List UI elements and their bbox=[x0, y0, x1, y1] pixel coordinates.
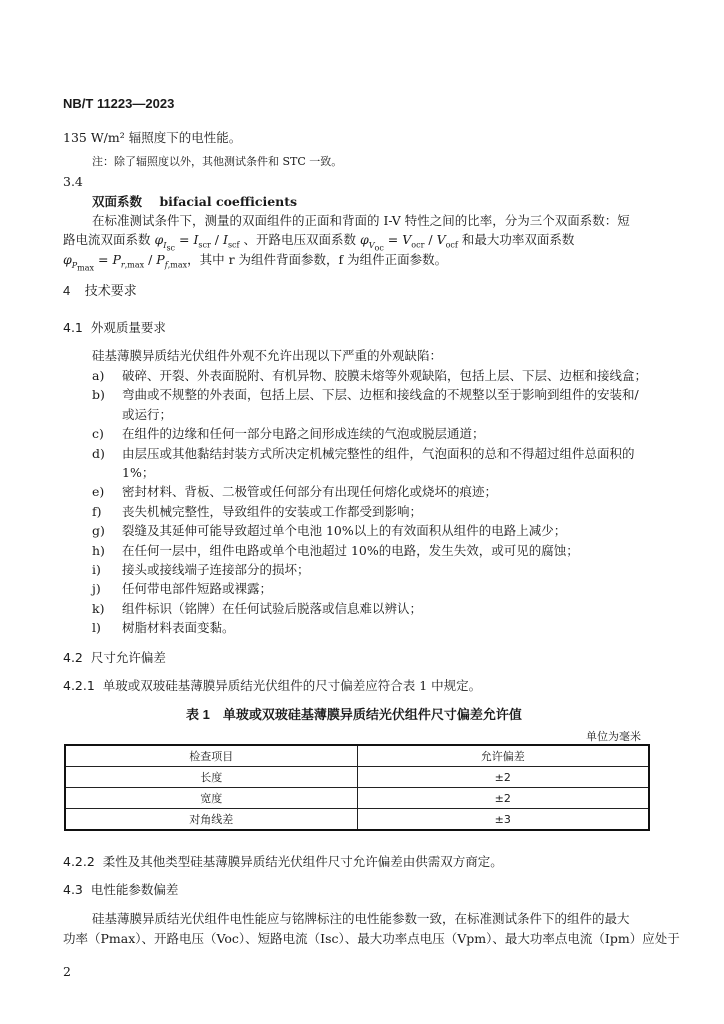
clause-4-2-number: 4.2 bbox=[63, 650, 83, 665]
table-unit: 单位为毫米 bbox=[586, 730, 641, 743]
clause-4-3-line1: 硅基薄膜异质结光伏组件电性能应与铭牌标注的电性能参数一致，在标准测试条件下的组件的最大 bbox=[92, 911, 630, 926]
list-item-label: c) bbox=[92, 426, 104, 441]
list-item-text: 弯曲或不规整的外表面，包括上层、下层、边框和接线盒的不规整以至于影响到组件的安装和/ bbox=[122, 387, 639, 402]
clause-3-4-line2: 路电流双面系数 $\varphi_{I_{sc}} = I_{scr} / I_{scf}$ 、开路电压双面系数 $\varphi_{V_{oc}} = V_{ocr} / V_{ocf}$ 和最大功率双面系数 bbox=[63, 232, 575, 253]
clause-4-2-1 bbox=[63, 676, 481, 694]
cell-item: 对角线差 bbox=[65, 809, 357, 831]
list-item-label: j) bbox=[92, 581, 101, 596]
list-item-label: l) bbox=[92, 620, 101, 635]
clause-4-2-2 bbox=[63, 852, 503, 870]
list-item-continuation bbox=[122, 405, 172, 423]
list-item-label: i) bbox=[92, 562, 101, 577]
section-4-number: 4 bbox=[63, 283, 71, 298]
list-item-text: 1%； bbox=[122, 465, 155, 480]
cell-tolerance: ±3 bbox=[357, 809, 649, 831]
list-item bbox=[92, 366, 647, 384]
line2-part-c: 和最大功率双面系数 bbox=[461, 232, 575, 247]
list-item bbox=[92, 579, 272, 597]
clause-4-1-number: 4.1 bbox=[63, 320, 83, 335]
table-row bbox=[65, 809, 649, 831]
clause-4-1-heading bbox=[63, 318, 166, 336]
list-item-label: d) bbox=[92, 446, 105, 461]
list-item bbox=[92, 424, 485, 442]
section-4-heading bbox=[63, 280, 137, 299]
list-item-label: b) bbox=[92, 387, 105, 402]
clause-4-3-line2: 功率（Pmax）、开路电压（Voc）、短路电流（Isc）、最大功率点电压（Vpm）、最大功率点电流（Ipm）应处于 bbox=[63, 931, 680, 946]
clause-3-4-line3: $\varphi_{P_{max}} = P_{r,max} / P_{f,max}$，其中 r 为组件背面参数，f 为组件正面参数。 bbox=[63, 252, 448, 273]
clause-4-1-title: 外观质量要求 bbox=[90, 320, 166, 335]
page-number: 2 bbox=[63, 964, 71, 979]
list-item-label: e) bbox=[92, 484, 105, 499]
list-item-continuation bbox=[122, 463, 154, 481]
list-item bbox=[92, 482, 497, 500]
cell-item: 长度 bbox=[65, 767, 357, 788]
cell-tolerance: ±2 bbox=[357, 767, 649, 788]
list-item-text: 组件标识（铭牌）在任何试验后脱落或信息难以辨认； bbox=[122, 601, 423, 616]
list-item-text: 破碎、开裂、外表面脱附、有机异物、胶膜未熔等外观缺陷，包括上层、下层、边框和接线盒； bbox=[122, 368, 648, 383]
column-header-tolerance: 允许偏差 bbox=[357, 745, 649, 767]
list-item-text: 接头或接线端子连接部分的损坏； bbox=[122, 562, 310, 577]
intro-note: 注：除了辐照度以外，其他测试条件和 STC 一致。 bbox=[92, 155, 343, 168]
clause-4-3-heading bbox=[63, 880, 178, 898]
cell-item: 宽度 bbox=[65, 788, 357, 809]
section-4-title: 技术要求 bbox=[84, 283, 137, 298]
list-item-label: k) bbox=[92, 601, 105, 616]
list-item bbox=[92, 385, 639, 403]
table-title: 表 1 单玻或双玻硅基薄膜异质结光伏组件尺寸偏差允许值 bbox=[186, 707, 522, 722]
table-row bbox=[65, 788, 649, 809]
list-item-text: 在组件的边缘和任何一部分电路之间形成连续的气泡或脱层通道； bbox=[122, 426, 485, 441]
clause-3-4-line1: 在标准测试条件下，测量的双面组件的正面和背面的 I-V 特性之间的比率，分为三个双面系数：短 bbox=[92, 213, 630, 228]
list-item-label: g) bbox=[92, 523, 105, 538]
list-item bbox=[92, 444, 635, 462]
line2-part-b: 、开路电压双面系数 bbox=[243, 232, 356, 247]
clause-4-1-intro: 硅基薄膜异质结光伏组件外观不允许出现以下严重的外观缺陷： bbox=[92, 348, 443, 363]
list-item-label: f) bbox=[92, 504, 102, 519]
clause-4-2-1-text: 单玻或双玻硅基薄膜异质结光伏组件的尺寸偏差应符合表 1 中规定。 bbox=[102, 678, 482, 693]
cell-tolerance: ±2 bbox=[357, 788, 649, 809]
table-header-row bbox=[65, 745, 649, 767]
tolerance-table bbox=[64, 744, 650, 831]
clause-4-3-title: 电性能参数偏差 bbox=[90, 882, 179, 897]
list-item-text: 在任何一层中，组件电路或单个电池超过 10%的电路，发生失效，或可见的腐蚀； bbox=[122, 543, 579, 558]
standard-number: NB/T 11223—2023 bbox=[63, 96, 175, 111]
list-item-label: a) bbox=[92, 368, 105, 383]
clause-4-2-title: 尺寸允许偏差 bbox=[90, 650, 166, 665]
list-item-label: h) bbox=[92, 543, 105, 558]
list-item bbox=[92, 618, 235, 636]
term-chinese: 双面系数 bbox=[92, 194, 143, 209]
list-item-text: 或运行； bbox=[122, 407, 173, 422]
clause-3-4-term bbox=[92, 192, 297, 210]
clause-4-3-number: 4.3 bbox=[63, 882, 83, 897]
table-row bbox=[65, 767, 649, 788]
column-header-item: 检查项目 bbox=[65, 745, 357, 767]
intro-line: 135 W/m² 辐照度下的电性能。 bbox=[63, 130, 242, 145]
list-item bbox=[92, 560, 310, 578]
list-item-text: 裂缝及其延伸可能导致超过单个电池 10%以上的有效面积从组件的电路上减少； bbox=[122, 523, 567, 538]
term-english: bifacial coefficients bbox=[159, 194, 298, 209]
line2-part-a: 路电流双面系数 bbox=[63, 232, 151, 247]
clause-4-2-2-text: 柔性及其他类型硅基薄膜异质结光伏组件尺寸允许偏差由供需双方商定。 bbox=[102, 854, 503, 869]
list-item bbox=[92, 521, 566, 539]
list-item bbox=[92, 599, 422, 617]
line3-text: ，其中 r 为组件背面参数，f 为组件正面参数。 bbox=[187, 252, 448, 267]
list-item-text: 丧失机械完整性，导致组件的安装或工作都受到影响； bbox=[122, 504, 423, 519]
clause-4-2-heading bbox=[63, 648, 166, 666]
list-item-text: 由层压或其他黏结封装方式所决定机械完整性的组件，气泡面积的总和不得超过组件总面积的 bbox=[122, 446, 635, 461]
list-item-text: 树脂材料表面变黏。 bbox=[122, 620, 235, 635]
clause-4-2-1-number: 4.2.1 bbox=[63, 678, 95, 693]
list-item bbox=[92, 502, 422, 520]
list-item-text: 任何带电部件短路或裸露； bbox=[122, 581, 273, 596]
clause-3-4-number: 3.4 bbox=[63, 174, 83, 189]
list-item bbox=[92, 541, 579, 559]
list-item-text: 密封材料、背板、二极管或任何部分有出现任何熔化或烧坏的痕迹； bbox=[122, 484, 498, 499]
clause-4-2-2-number: 4.2.2 bbox=[63, 854, 95, 869]
